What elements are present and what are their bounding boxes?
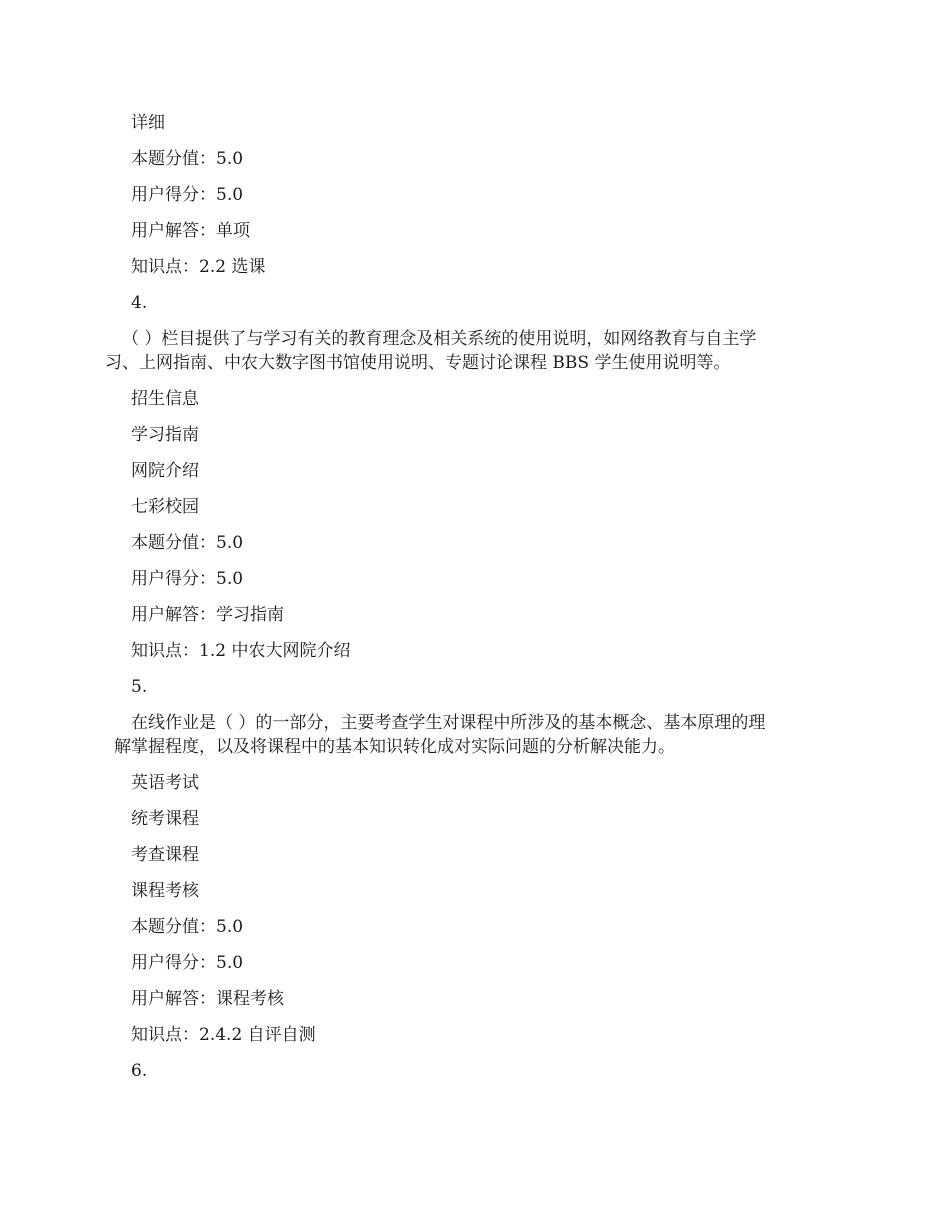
question-text-line: （ ）栏目提供了与学习有关的教育理念及相关系统的使用说明，如网络教育与自主学 [122,329,757,349]
option-item: 七彩校园 [131,497,199,517]
score-value: 本题分值：5.0 [131,533,244,553]
user-score: 用户得分：5.0 [131,953,244,973]
option-item: 学习指南 [131,425,199,445]
option-item: 招生信息 [131,389,199,409]
question-text-line: 解掌握程度，以及将课程中的基本知识转化成对实际问题的分析解决能力。 [114,737,675,757]
question-text-line: 在线作业是（ ）的一部分，主要考查学生对课程中所涉及的基本概念、基本原理的理 [131,713,766,733]
option-item: 课程考核 [131,881,199,901]
question-text [114,711,831,759]
question-number: 4. [131,293,148,313]
option-item: 统考课程 [131,809,199,829]
option-item: 网院介绍 [131,461,199,481]
question-text-line: 习、上网指南、中农大数字图书馆使用说明、专题讨论课程 BBS 学生使用说明等。 [105,353,731,373]
option-item: 英语考试 [131,773,199,793]
user-score: 用户得分：5.0 [131,185,244,205]
document-content [105,111,831,1095]
score-value: 本题分值：5.0 [131,149,244,169]
question-number: 6. [131,1061,148,1081]
score-value: 本题分值：5.0 [131,917,244,937]
knowledge-point: 知识点：1.2 中农大网院介绍 [131,641,351,661]
option-item: 考查课程 [131,845,199,865]
user-answer: 用户解答：课程考核 [131,989,284,1009]
user-answer: 用户解答：单项 [131,221,250,241]
knowledge-point: 知识点：2.4.2 自评自测 [131,1025,316,1045]
user-score: 用户得分：5.0 [131,569,244,589]
question-text [105,327,822,375]
option-detail: 详细 [131,113,165,133]
knowledge-point: 知识点：2.2 选课 [131,257,266,277]
question-number: 5. [131,677,148,697]
user-answer: 用户解答：学习指南 [131,605,284,625]
